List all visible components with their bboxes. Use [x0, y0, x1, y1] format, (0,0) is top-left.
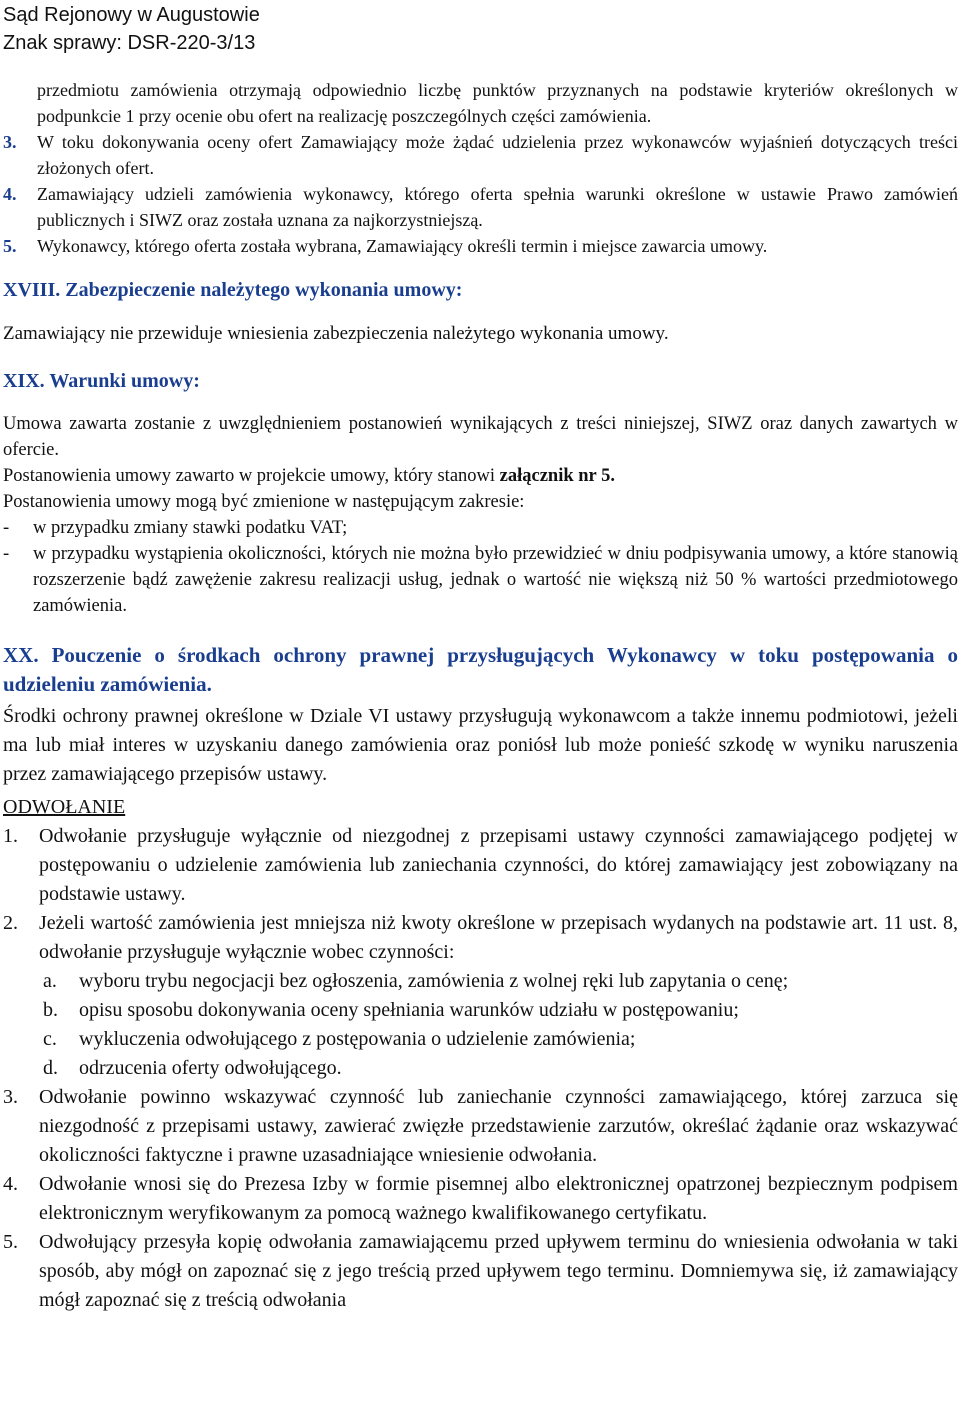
section-xix-paragraph-3: Postanowienia umowy mogą być zmienione w następującym zakresie: — [3, 492, 525, 512]
section-title: Zabezpieczenie należytego wykonania umowy: — [65, 279, 463, 301]
item-number: 1. — [3, 825, 18, 847]
intro-continuation: przedmiotu zamówienia otrzymają odpowiednio liczbę punktów przyznanych na podstawie kryteriów określonych w podpunkcie 1 przy ocenie obu ofert na realizację poszczególnych części zamówienia. — [37, 80, 958, 126]
appeal-subitem-b — [3, 996, 958, 1025]
appeal-item-1 — [3, 822, 958, 909]
item-text: Odwołanie powinno wskazywać czynność lub zaniechanie czynności zamawiającego, której zarzuca się niezgodność z przepisami ustawy, zawierać zwięzłe przedstawienie zarzutów, określać żądanie oraz wskazywać okoliczności faktyczne i prawne uzasadniające wniesienie odwołania. — [39, 1086, 958, 1166]
section-xix-paragraph-2 — [3, 463, 958, 489]
dash-marker: - — [3, 518, 10, 538]
subitem-text: opisu sposobu dokonywania oceny spełniania warunków udziału w postępowaniu; — [79, 999, 739, 1021]
intro-item-5 — [3, 233, 958, 259]
subitem-text: wyboru trybu negocjacji bez ogłoszenia, zamówienia z wolnej ręki lub zapytania o cenę; — [79, 970, 789, 992]
item-text: Odwołujący przesyła kopię odwołania zamawiającemu przed upływem terminu do wniesienia odwołania w taki sposób, aby mógł on zapoznać się z jego treścią przed upływem tego terminu. Domniemywa się, iż zamawiający mógł zapoznać się z treścią odwołania — [39, 1231, 958, 1311]
case-reference: Znak sprawy: DSR-220-3/13 — [3, 32, 256, 54]
section-heading-xviii — [3, 276, 958, 304]
item-number: 4. — [3, 184, 17, 204]
section-xviii-body: Zamawiający nie przewiduje wniesienia zabezpieczenia należytego wykonania umowy. — [3, 323, 669, 344]
subitem-text: wykluczenia odwołującego z postępowania o udzielenie zamówienia; — [79, 1028, 636, 1050]
appeal-item-3 — [3, 1083, 958, 1170]
dash-item-vat — [3, 515, 958, 541]
subitem-letter: b. — [43, 999, 58, 1021]
section-title: Warunki umowy: — [49, 370, 200, 392]
dash-marker: - — [3, 544, 10, 564]
intro-item-3 — [3, 129, 958, 181]
subitem-letter: c. — [43, 1028, 57, 1050]
subitem-letter: a. — [43, 970, 57, 992]
item-text: W toku dokonywania oceny ofert Zamawiający może żądać udzielenia przez wykonawców wyjaśnień dotyczących treści złożonych ofert. — [37, 132, 958, 178]
item-text: Jeżeli wartość zamówienia jest mniejsza niż kwoty określone w przepisach wydanych na podstawie art. 11 ust. 8, odwołanie przysługuje wyłącznie wobec czynności: — [39, 912, 958, 963]
appeal-subitem-c — [3, 1025, 958, 1054]
item-number: 2. — [3, 912, 18, 934]
item-text: Wykonawcy, którego oferta została wybrana, Zamawiający określi termin i miejsce zawarcia umowy. — [37, 236, 768, 256]
item-text: Odwołanie przysługuje wyłącznie od niezgodnej z przepisami ustawy czynności zamawiającego podjętej w postępowaniu o udzielenie zamówienia lub zaniechania czynności, do której zamawiający jest zobowiązany na podstawie ustawy. — [39, 825, 958, 905]
item-number: 5. — [3, 1231, 18, 1253]
item-number: 4. — [3, 1173, 18, 1195]
subitem-text: odrzucenia oferty odwołującego. — [79, 1057, 342, 1079]
page-header — [3, 0, 958, 57]
item-number: 5. — [3, 236, 17, 256]
appeal-item-5 — [3, 1228, 958, 1315]
attachment-reference: załącznik nr 5 — [499, 466, 611, 486]
dash-item-circumstances — [3, 541, 958, 619]
section-xx-intro: Środki ochrony prawnej określone w Dziale VI ustawy przysługują wykonawcom a także innemu podmiotowi, jeżeli ma lub miał interes w uzyskaniu danego zamówienia oraz poniósł lub może ponieść szkodę w wyniku naruszenia przez zamawiającego przepisów ustawy. — [3, 705, 958, 785]
paragraph-text: Postanowienia umowy zawarto w projekcie umowy, który stanowi — [3, 466, 500, 486]
appeal-subitem-d — [3, 1054, 958, 1083]
section-number: XVIII. — [3, 279, 61, 301]
item-text: Odwołanie wnosi się do Prezesa Izby w formie pisemnej albo elektronicznej opatrzonej bezpiecznym podpisem elektronicznym weryfikowanym za pomocą ważnego kwalifikowanego certyfikatu. — [39, 1173, 958, 1224]
item-number: 3. — [3, 132, 17, 152]
section-heading-xix — [3, 367, 958, 395]
section-title: Pouczenie o środkach ochrony prawnej przysługujących Wykonawcy w toku postępowania o udzieleniu zamówienia. — [3, 643, 958, 696]
intro-item-4 — [3, 181, 958, 233]
item-text: Zamawiający udzieli zamówienia wykonawcy, którego oferta spełnia warunki określone w ustawie Prawo zamówień publicznych i SIWZ oraz została uznana za najkorzystniejszą. — [37, 184, 958, 230]
appeal-item-2 — [3, 909, 958, 967]
item-number: 3. — [3, 1086, 18, 1108]
appeal-subitem-a — [3, 967, 958, 996]
dash-text: w przypadku zmiany stawki podatku VAT; — [33, 518, 348, 538]
section-xix-paragraph-1: Umowa zawarta zostanie z uwzględnieniem postanowień wynikających z treści niniejszej, SIWZ oraz danych zawartych w ofercie. — [3, 414, 958, 460]
court-name: Sąd Rejonowy w Augustowie — [3, 4, 260, 26]
subitem-letter: d. — [43, 1057, 58, 1079]
appeal-subheading: ODWOŁANIE — [3, 796, 126, 818]
dash-text: w przypadku wystąpienia okoliczności, których nie można było przewidzieć w dniu podpisywania umowy, a które stanowią rozszerzenie bądź zawężenie zakresu realizacji usług, jednak o wartość nie większą niż 50 % wartości przedmiotowego zamówienia. — [33, 544, 958, 616]
paragraph-end: . — [610, 466, 615, 486]
section-number: XX. — [3, 643, 39, 667]
section-number: XIX. — [3, 370, 45, 392]
appeal-item-4 — [3, 1170, 958, 1228]
section-heading-xx — [3, 641, 958, 699]
